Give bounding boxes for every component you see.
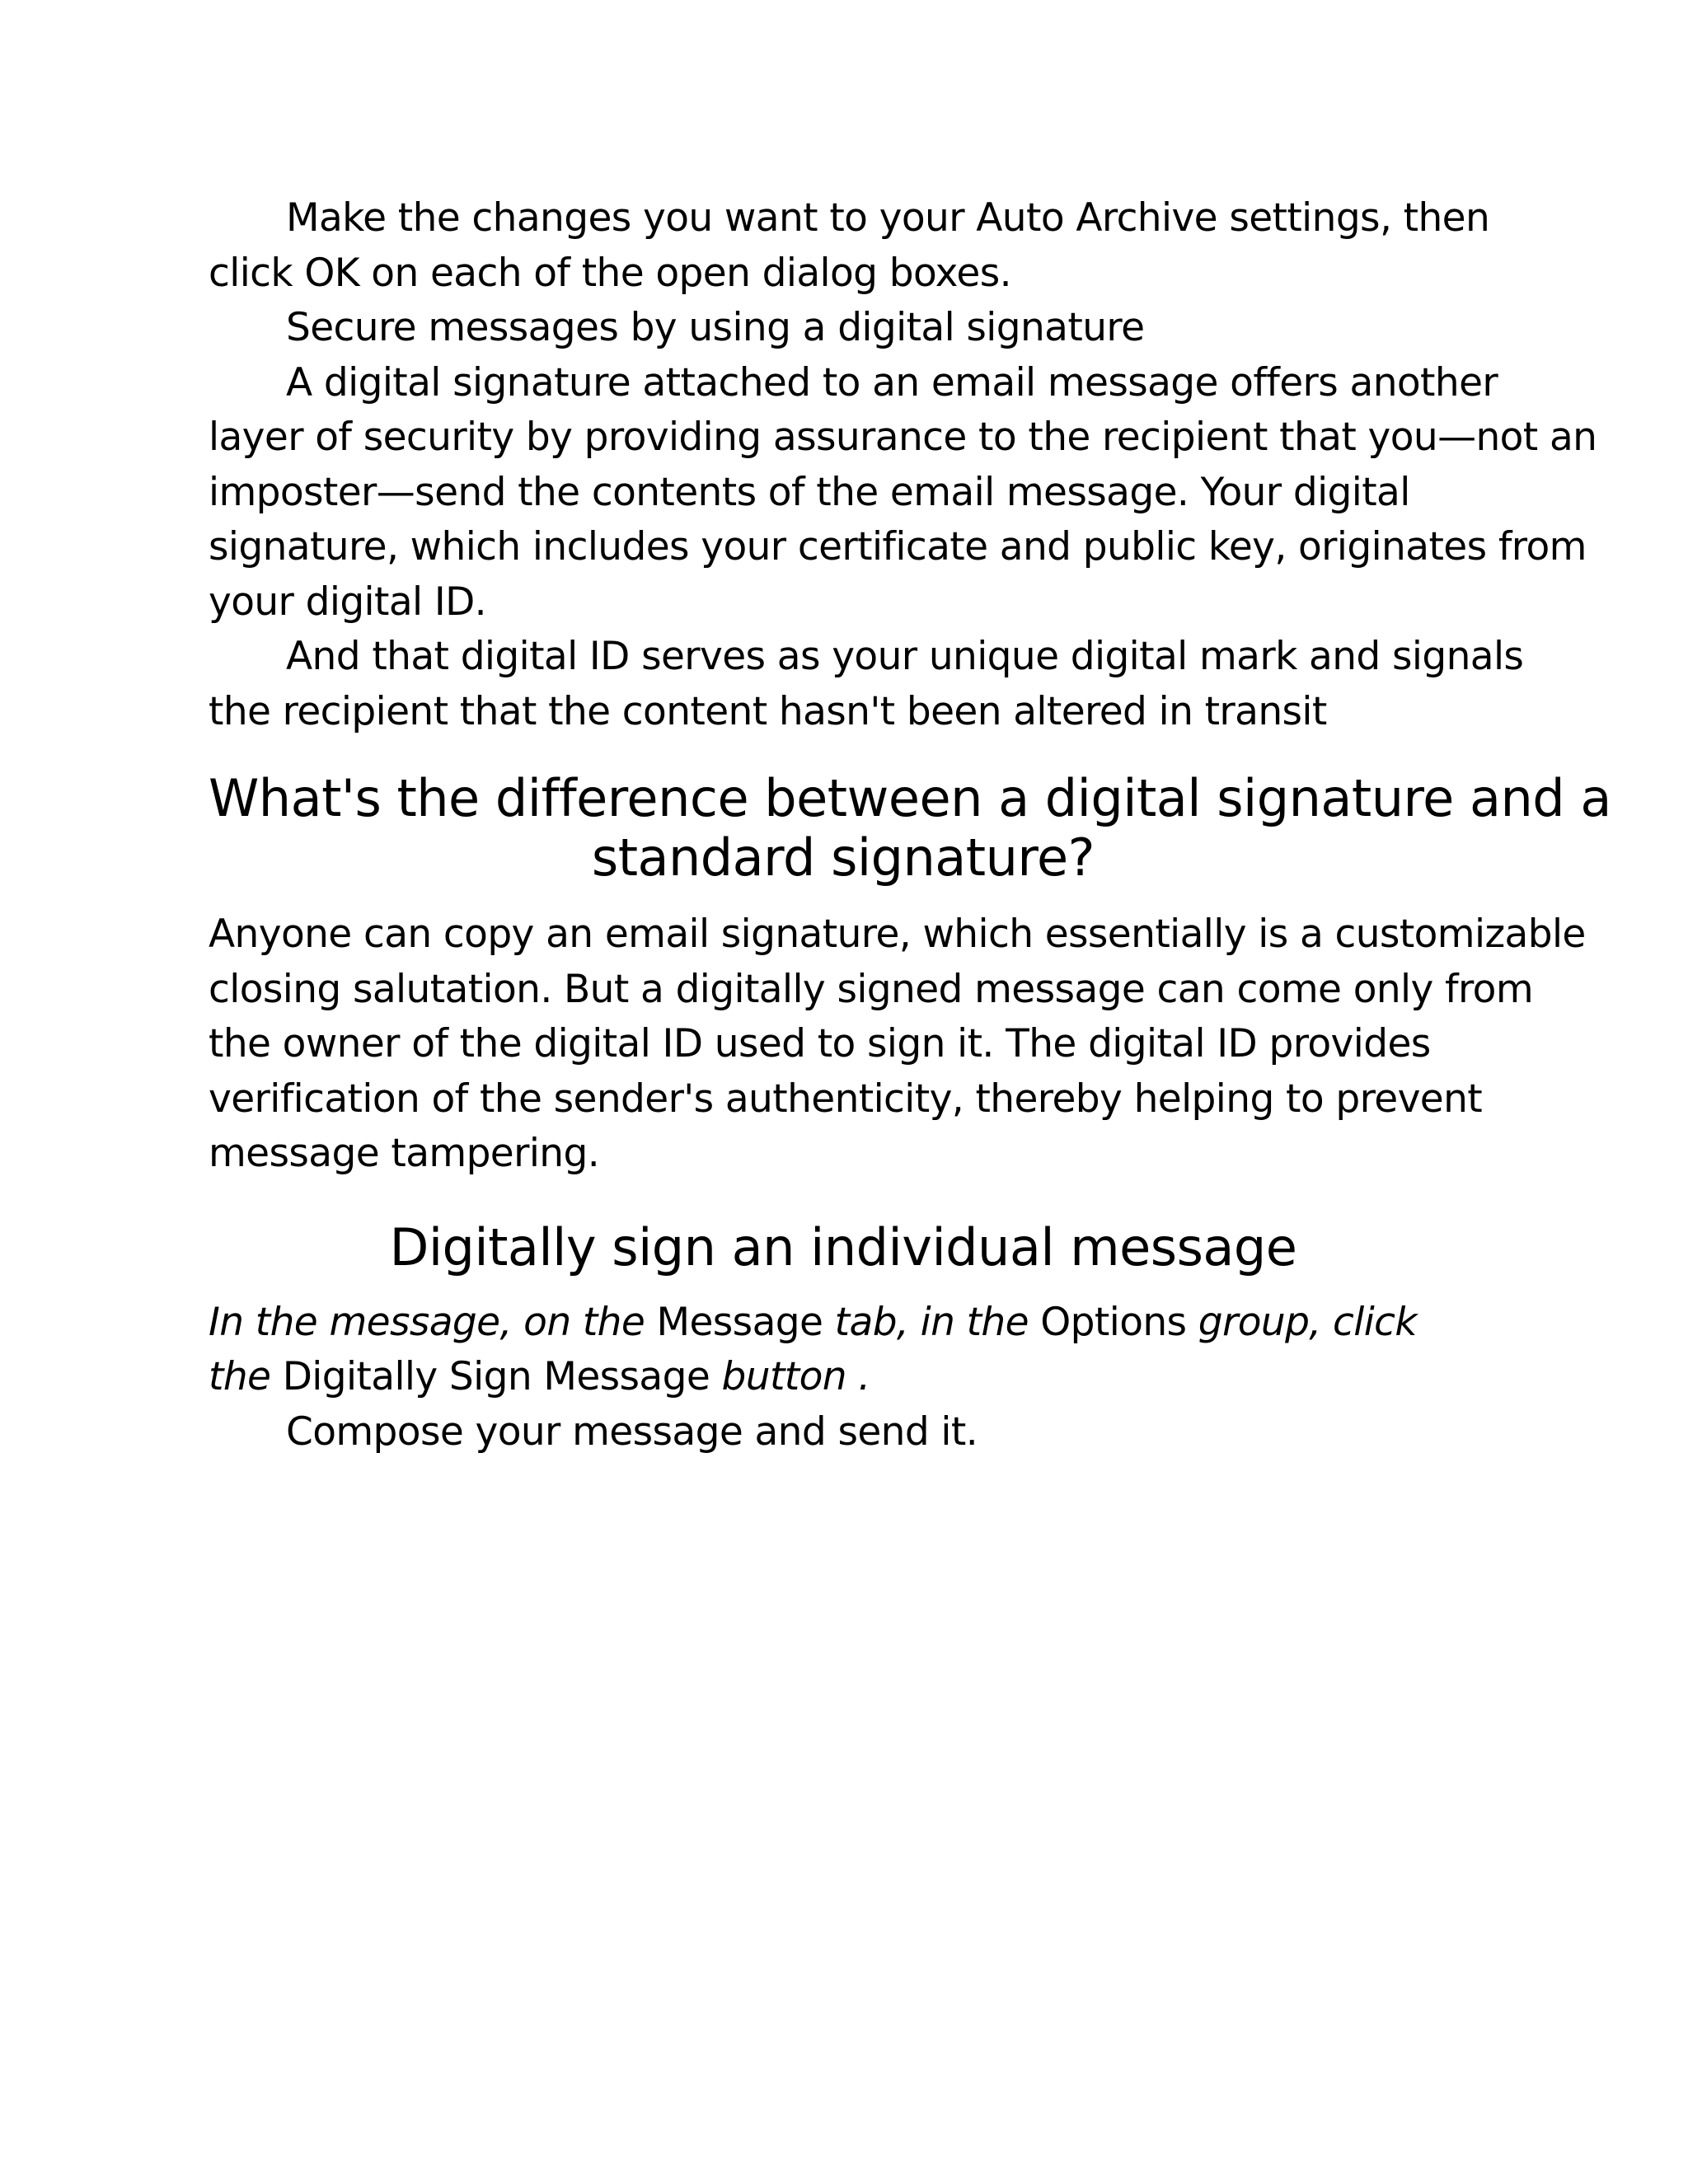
ui-term-message-tab: Message [656,1299,823,1345]
text-line: Anyone can copy an email signature, which essentially is a customizable [209,912,1586,957]
instruction-italic: tab, in the [823,1299,1041,1345]
instruction-italic: group, click [1186,1299,1418,1345]
heading-line: What's the difference between a digital signature and a [209,768,1611,828]
text-line: imposter—send the contents of the email message. Your digital [209,469,1410,515]
instruction-italic: In the message, on the [209,1299,657,1345]
instruction-italic: the [209,1354,283,1399]
document-page [209,191,1611,1460]
text-line: your digital ID. [209,579,487,625]
text-line: message tampering. [209,1131,600,1176]
paragraph-compose-step: Compose your message and send it. [286,1408,978,1455]
text-line: click OK on each of the open dialog boxes. [209,250,1011,296]
text-line: signature, which includes your certificate and public key, originates from [209,524,1587,569]
paragraph-auto-archive [209,191,1490,301]
text-line: verification of the sender's authenticity, thereby helping to prevent [209,1076,1483,1122]
heading-line: standard signature? [591,827,1095,888]
text-line: And that digital ID serves as your unique digital mark and signals [286,634,1524,679]
paragraph-digital-signature [209,356,1597,630]
text-line: the owner of the digital ID used to sign it. The digital ID provides [209,1021,1431,1066]
heading-difference [209,768,1611,888]
text-line: A digital signature attached to an email message offers another [286,359,1498,405]
ui-term-options-group: Options [1040,1299,1187,1345]
ui-term-digitally-sign-button: Digitally Sign Message [282,1354,710,1399]
paragraph-digital-id [209,630,1524,739]
heading-digitally-sign: Digitally sign an individual message [389,1216,1297,1277]
paragraph-secure-heading: Secure messages by using a digital signature [286,305,1145,350]
text-line: closing salutation. But a digitally signed message can come only from [209,966,1534,1012]
text-line: layer of security by providing assurance to the recipient that you—not an [209,415,1597,460]
paragraph-difference [209,907,1586,1182]
text-line: Make the changes you want to your Auto Archive settings, then [286,195,1490,241]
text-line: the recipient that the content hasn't been altered in transit [209,688,1327,734]
paragraph-sign-instruction [209,1296,1478,1405]
instruction-italic: button . [710,1354,870,1399]
